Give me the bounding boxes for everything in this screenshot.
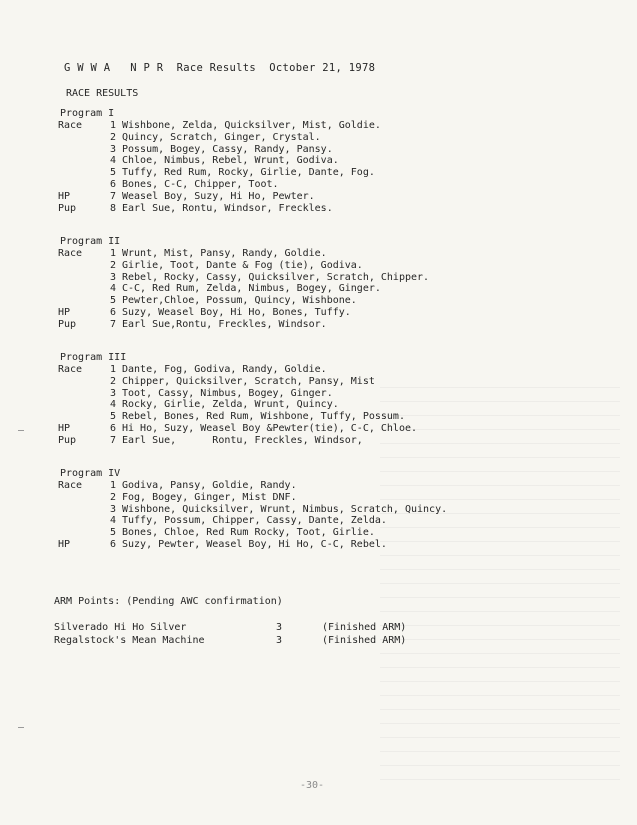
race-number: 1 (109, 364, 116, 375)
result-row (58, 144, 518, 156)
result-row (58, 527, 518, 539)
result-row (58, 504, 518, 516)
race-number: 5 (109, 411, 116, 423)
race-number: 4 (109, 515, 116, 527)
race-number: 2 (109, 131, 116, 143)
row-tag: Race (58, 248, 83, 259)
row-tag (58, 399, 104, 411)
result-row (58, 248, 518, 260)
row-tag (58, 272, 104, 284)
row-tag (58, 179, 104, 191)
header-date: October 21, 1978 (269, 62, 376, 74)
program-2 (58, 236, 518, 331)
scan-mark (18, 727, 24, 728)
finish-order: Suzy, Weasel Boy, Hi Ho, Bones, Tuffy. (122, 306, 351, 318)
row-tag (58, 132, 104, 144)
race-number: 3 (109, 503, 116, 515)
row-tag: Race (58, 480, 83, 491)
finish-order: Rebel, Rocky, Cassy, Quicksilver, Scratch, Chipper. (122, 271, 430, 283)
arm-note: (Finished ARM) (322, 635, 407, 646)
result-row (58, 203, 518, 215)
program-title: Program IV (60, 468, 121, 479)
row-tag: HP (58, 190, 71, 202)
result-row (58, 423, 518, 435)
result-row (58, 155, 518, 167)
finish-order: Chloe, Nimbus, Rebel, Wrunt, Godiva. (122, 155, 339, 167)
finish-order: Wishbone, Quicksilver, Wrunt, Nimbus, Scratch, Quincy. (122, 503, 448, 515)
race-number: 6 (109, 422, 116, 434)
finish-order: Toot, Cassy, Nimbus, Bogey, Ginger. (122, 387, 333, 399)
program-title: Program I (60, 108, 115, 119)
row-tag: Pup (58, 434, 77, 446)
arm-row (54, 635, 474, 647)
arm-points-value: 3 (276, 622, 283, 633)
race-number: 7 (109, 434, 116, 446)
finish-order: Possum, Bogey, Cassy, Randy, Pansy. (122, 143, 333, 155)
result-row (58, 515, 518, 527)
finish-order: Tuffy, Red Rum, Rocky, Girlie, Dante, Fog. (122, 167, 375, 179)
race-number: 5 (109, 527, 116, 539)
race-number: 7 (109, 318, 116, 330)
row-tag (58, 260, 104, 272)
row-tag: Race (58, 364, 83, 375)
race-number: 6 (109, 178, 116, 190)
finish-order: C-C, Red Rum, Zelda, Nimbus, Bogey, Ginger. (122, 283, 381, 295)
race-number: 5 (109, 167, 116, 179)
result-row (58, 167, 518, 179)
race-number: 7 (109, 190, 116, 202)
race-number: 2 (109, 259, 116, 271)
arm-points-title: ARM Points: (Pending AWC confirmation) (54, 596, 283, 607)
program-3 (58, 352, 518, 447)
result-row (58, 388, 518, 400)
result-row (58, 364, 518, 376)
finish-order: Suzy, Pewter, Weasel Boy, Hi Ho, C-C, Rebel. (122, 538, 387, 550)
race-number: 5 (109, 295, 116, 307)
finish-order: Girlie, Toot, Dante & Fog (tie), Godiva. (122, 259, 363, 271)
row-tag (58, 504, 104, 516)
finish-order: Earl Sue, Rontu, Freckles, Windsor, (122, 434, 363, 446)
race-number: 1 (109, 480, 116, 491)
row-tag (58, 411, 104, 423)
row-tag: HP (58, 422, 71, 434)
arm-note: (Finished ARM) (322, 622, 407, 633)
arm-row (54, 622, 474, 634)
race-number: 6 (109, 306, 116, 318)
race-number: 1 (109, 248, 116, 259)
result-row (58, 435, 518, 447)
row-tag: HP (58, 306, 71, 318)
result-row (58, 376, 518, 388)
race-number: 4 (109, 283, 116, 295)
org-name: G W W A N P R (64, 62, 164, 74)
race-number: 3 (109, 387, 116, 399)
row-tag (58, 167, 104, 179)
race-number: 4 (109, 399, 116, 411)
row-tag: Pup (58, 202, 77, 214)
result-row (58, 191, 518, 203)
race-number: 8 (109, 202, 116, 214)
row-tag: Race (58, 120, 83, 131)
row-tag: HP (58, 538, 71, 550)
finish-order: Hi Ho, Suzy, Weasel Boy &Pewter(tie), C-C, Chloe. (122, 422, 418, 434)
finish-order: Chipper, Quicksilver, Scratch, Pansy, Mist (122, 375, 375, 387)
result-row (58, 132, 518, 144)
row-tag: Pup (58, 318, 77, 330)
race-number: 2 (109, 491, 116, 503)
result-row (58, 399, 518, 411)
document-header (64, 62, 375, 74)
program-title: Program III (60, 352, 127, 363)
finish-order: Rocky, Girlie, Zelda, Wrunt, Quincy. (122, 399, 339, 411)
result-row (58, 492, 518, 504)
finish-order: Tuffy, Possum, Chipper, Cassy, Dante, Zelda. (122, 515, 387, 527)
finish-order: Rebel, Bones, Red Rum, Wishbone, Tuffy, Possum. (122, 411, 405, 423)
result-row (58, 411, 518, 423)
finish-order: Pewter,Chloe, Possum, Quincy, Wishbone. (122, 295, 357, 307)
finish-order: Wrunt, Mist, Pansy, Randy, Goldie. (122, 248, 327, 259)
result-row (58, 260, 518, 272)
dog-name: Silverado Hi Ho Silver (54, 622, 187, 633)
race-number: 4 (109, 155, 116, 167)
result-row (58, 319, 518, 331)
row-tag (58, 155, 104, 167)
row-tag (58, 295, 104, 307)
section-title: RACE RESULTS (66, 88, 139, 99)
finish-order: Earl Sue,Rontu, Freckles, Windsor. (122, 318, 327, 330)
program-1 (58, 108, 518, 214)
row-tag (58, 388, 104, 400)
header-title: Race Results (176, 62, 257, 74)
row-tag (58, 144, 104, 156)
result-row (58, 539, 518, 551)
finish-order: Bones, Chloe, Red Rum Rocky, Toot, Girlie. (122, 527, 375, 539)
row-tag (58, 527, 104, 539)
race-number: 6 (109, 538, 116, 550)
race-number: 1 (109, 120, 116, 131)
result-row (58, 120, 518, 132)
finish-order: Quincy, Scratch, Ginger, Crystal. (122, 131, 321, 143)
arm-points-value: 3 (276, 635, 283, 646)
finish-order: Dante, Fog, Godiva, Randy, Goldie. (122, 364, 327, 375)
row-tag (58, 515, 104, 527)
row-tag (58, 376, 104, 388)
finish-order: Earl Sue, Rontu, Windsor, Freckles. (122, 202, 333, 214)
race-number: 3 (109, 143, 116, 155)
scan-mark (18, 430, 24, 431)
row-tag (58, 283, 104, 295)
result-row (58, 272, 518, 284)
finish-order: Weasel Boy, Suzy, Hi Ho, Pewter. (122, 190, 315, 202)
finish-order: Fog, Bogey, Ginger, Mist DNF. (122, 491, 297, 503)
result-row (58, 179, 518, 191)
race-number: 2 (109, 375, 116, 387)
result-row (58, 295, 518, 307)
race-number: 3 (109, 271, 116, 283)
program-4 (58, 468, 518, 551)
row-tag (58, 492, 104, 504)
finish-order: Godiva, Pansy, Goldie, Randy. (122, 480, 297, 491)
result-row (58, 283, 518, 295)
finish-order: Wishbone, Zelda, Quicksilver, Mist, Goldie. (122, 120, 381, 131)
result-row (58, 480, 518, 492)
program-title: Program II (60, 236, 121, 247)
dog-name: Regalstock's Mean Machine (54, 635, 205, 646)
finish-order: Bones, C-C, Chipper, Toot. (122, 178, 279, 190)
end-mark: -30- (300, 780, 325, 791)
result-row (58, 307, 518, 319)
